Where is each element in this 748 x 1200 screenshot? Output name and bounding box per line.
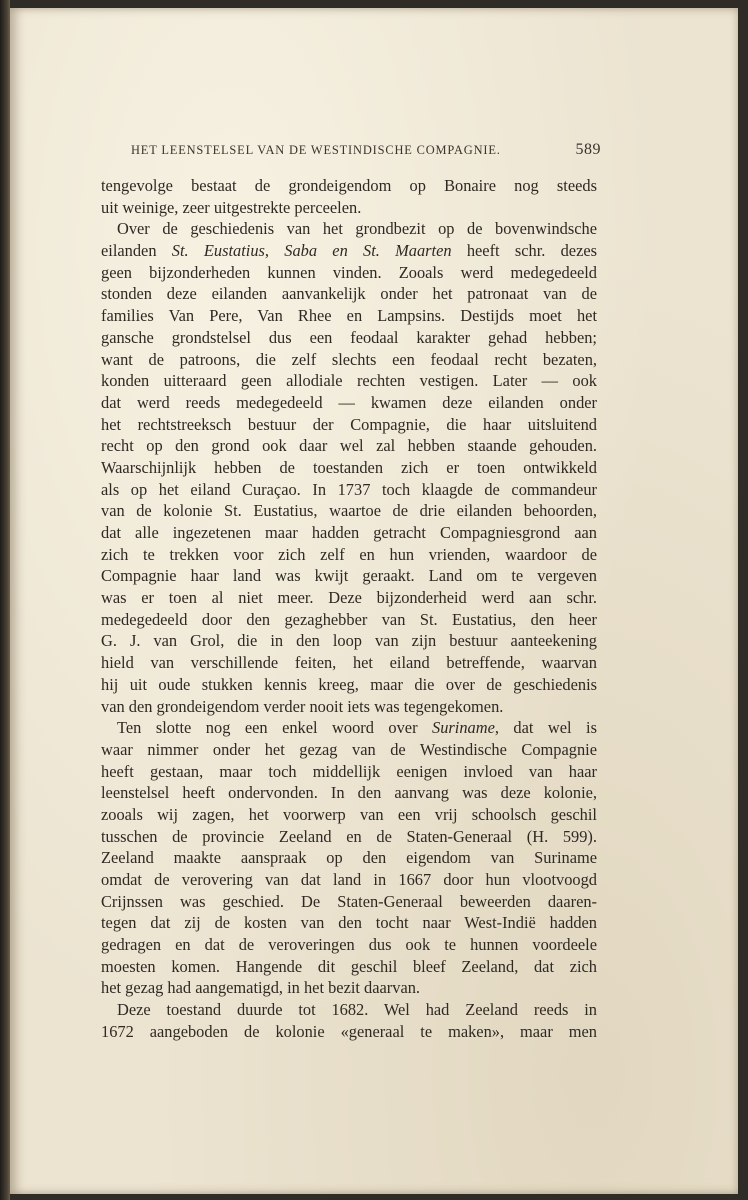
text-line: moesten komen. Hangende dit geschil bleef Zeeland, dat zich bbox=[101, 956, 597, 976]
text-line: gedragen en dat de veroveringen dus ook te hunnen voordeele bbox=[101, 935, 597, 955]
body-text bbox=[101, 175, 597, 1043]
text-line: G. J. van Grol, die in den loop van zijn bestuur aanteekening bbox=[101, 631, 597, 651]
text-line: waar nimmer onder het gezag van de Westindische Compagnie bbox=[101, 739, 597, 759]
text-line: Ten slotte nog een enkel woord over Suriname, dat wel is bbox=[117, 718, 597, 738]
text-line: uit weinige, zeer uitgestrekte perceelen. bbox=[101, 197, 362, 217]
text-line: was er toen al niet meer. Deze bijzonderheid werd aan schr. bbox=[101, 588, 597, 608]
text-line: stonden deze eilanden aanvankelijk onder het patronaat van de bbox=[101, 284, 597, 304]
running-title: HET LEENSTELSEL VAN DE WESTINDISCHE COMPAGNIE. bbox=[131, 143, 501, 157]
text-line: Crijnssen was geschied. De Staten-Generaal beweerden daaren- bbox=[101, 891, 597, 911]
text-line: van den grondeigendom verder nooit iets was tegengekomen. bbox=[101, 696, 504, 716]
text-line: van de kolonie St. Eustatius, waartoe de drie eilanden behoorden, bbox=[101, 501, 597, 521]
book-binding-edge bbox=[0, 0, 10, 1200]
text-line: als op het eiland Curaçao. In 1737 toch klaagde de commandeur bbox=[101, 479, 597, 499]
text-line: eilanden St. Eustatius, Saba en St. Maarten heeft schr. dezes bbox=[101, 241, 597, 261]
text-line: het gezag had aangematigd, in het bezit daarvan. bbox=[101, 978, 421, 998]
text-line: medegedeeld door den gezaghebber van St. Eustatius, den heer bbox=[101, 609, 597, 629]
running-header bbox=[131, 141, 601, 159]
text-line: Over de geschiedenis van het grondbezit op de bovenwindsche bbox=[117, 219, 597, 239]
text-line: het rechtstreeksch bestuur der Compagnie, die haar uitsluitend bbox=[101, 414, 597, 434]
text-line: dat alle ingezetenen maar hadden getracht Compagniesgrond aan bbox=[101, 523, 597, 542]
page-number: 589 bbox=[575, 141, 601, 158]
text-line: zich te trekken voor zich zelf en hun vrienden, waardoor de bbox=[101, 544, 597, 564]
text-line: Deze toestand duurde tot 1682. Wel had Zeeland reeds in bbox=[117, 1000, 597, 1020]
text-line: 1672 aangeboden de kolonie «generaal te maken», maar men bbox=[101, 1021, 597, 1041]
text-line: heeft gestaan, maar toch middellijk eenigen invloed van haar bbox=[101, 761, 597, 781]
text-line: recht op den grond ook daar wel zal hebben staande gehouden. bbox=[101, 436, 597, 456]
text-line: tengevolge bestaat de grondeigendom op Bonaire nog steeds bbox=[101, 176, 597, 195]
text-line: tusschen de provincie Zeeland en de Staten-Generaal (H. 599). bbox=[101, 826, 597, 846]
text-line: leenstelsel heeft ondervonden. In den aanvang was deze kolonie, bbox=[101, 783, 597, 803]
text-line: zooals wij zagen, het voorwerp van een vrij schoolsch geschil bbox=[101, 804, 597, 824]
text-line: dat werd reeds medegedeeld — kwamen deze eilanden onder bbox=[101, 392, 597, 412]
text-line: Zeeland maakte aanspraak op den eigendom van Suriname bbox=[101, 848, 597, 868]
text-line: omdat de verovering van dat land in 1667 door hun vlootvoogd bbox=[101, 870, 597, 889]
text-line: geen bijzonderheden kunnen vinden. Zooals werd medegedeeld bbox=[101, 262, 597, 282]
italic-place-name: Saba en St. Maarten bbox=[284, 241, 452, 261]
text-line: gansche grondstelsel dus een feodaal karakter gehad hebben; bbox=[101, 327, 597, 347]
text-line: Waarschijnlijk hebben de toestanden zich er toen ontwikkeld bbox=[101, 457, 597, 477]
text-line: hij uit oude stukken kennis kreeg, maar die over de geschiedenis bbox=[101, 674, 597, 694]
text-line: want de patroons, die zelf slechts een feodaal recht bezaten, bbox=[101, 349, 597, 369]
italic-place-name: St. Eustatius bbox=[171, 241, 265, 261]
text-line: Compagnie haar land was kwijt geraakt. Land om te vergeven bbox=[101, 566, 597, 586]
italic-place-name: Suriname bbox=[432, 718, 495, 738]
text-line: tegen dat zij de kosten van den tocht naar West-Indië hadden bbox=[101, 913, 597, 933]
text-line: hield van verschillende feiten, het eiland betreffende, waarvan bbox=[101, 653, 597, 673]
text-line: konden uitteraard geen allodiale rechten vestigen. Later — ook bbox=[101, 371, 597, 391]
text-line: families Van Pere, Van Rhee en Lampsins. Destijds moet het bbox=[101, 306, 597, 326]
